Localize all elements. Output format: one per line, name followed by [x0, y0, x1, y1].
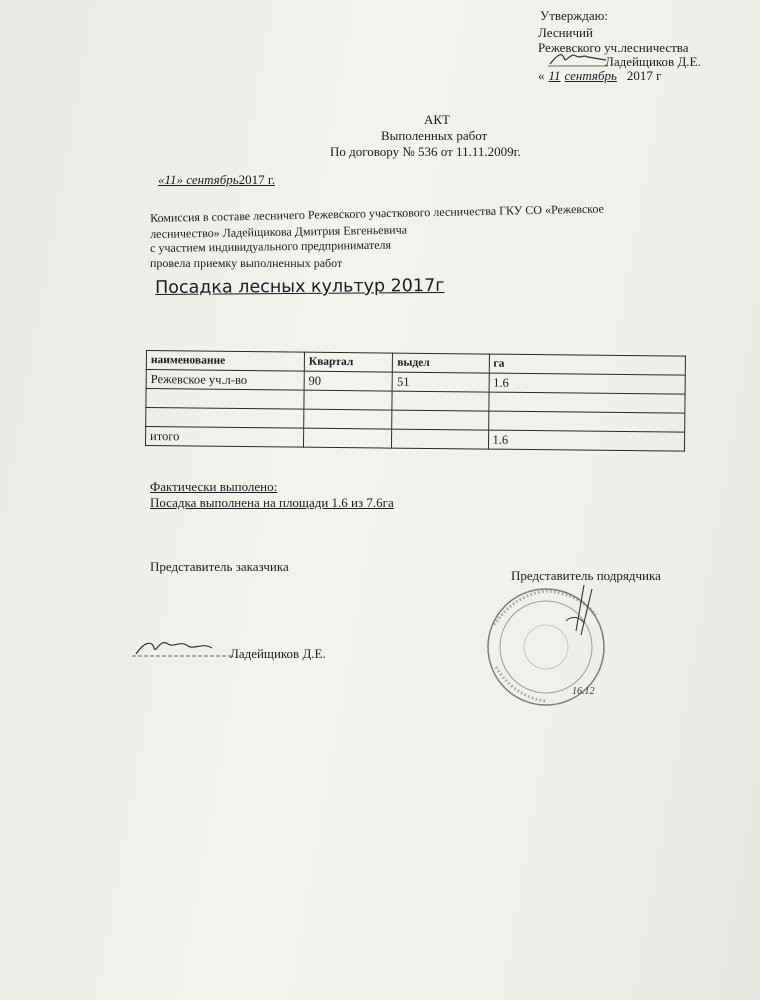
table-header-cell: га [489, 354, 686, 375]
table-cell [146, 389, 304, 410]
act-date-year: 2017 г. [238, 172, 276, 187]
approval-line-1: Утверждаю: [540, 8, 608, 23]
act-title: АКТ [424, 112, 450, 127]
act-date [158, 172, 275, 188]
table-total-label: итого [145, 427, 303, 448]
table-header-cell: наименование [146, 351, 304, 372]
work-title: Посадка лесных культур 2017г [155, 275, 445, 298]
table-cell: Режевское уч.л-во [146, 370, 304, 391]
table-cell [488, 392, 685, 413]
contractor-label: Представитель подрядчика [511, 568, 661, 583]
participation-line: с участием индивидуального предпринимателя [150, 237, 392, 255]
approval-date-month: сентябрь [564, 68, 617, 83]
approval-signature [548, 48, 608, 70]
approval-date [538, 68, 662, 84]
commission-line-2: лесничество» Ладейщикова Дмитрия Евгеньевича [150, 222, 408, 241]
acceptance-line: провела приемку выполненных работ [150, 256, 343, 270]
approval-line-3: Режевского уч.лесничества [538, 40, 689, 55]
table-cell: 1.6 [489, 373, 686, 394]
table-cell: 51 [392, 372, 488, 392]
table-cell [304, 409, 393, 429]
table-total-value: 1.6 [488, 430, 685, 451]
approval-date-quote: « [538, 68, 545, 83]
customer-label: Представитель заказчика [150, 559, 289, 574]
approval-date-year: 2017 г [626, 68, 662, 83]
act-date-day-month: «11» сентябрь [158, 172, 239, 187]
table-cell [392, 410, 488, 430]
table-header-cell: выдел [393, 353, 489, 373]
act-contract: По договору № 536 от 11.11.2009г. [330, 144, 521, 159]
customer-name: Ладейщиков Д.Е. [230, 646, 326, 661]
table-cell [488, 411, 685, 432]
table-cell [303, 428, 392, 448]
table-cell [304, 390, 393, 410]
commission-line-1: Комиссия в составе лесничего Режевского участкового лесничества ГКУ СО «Режевское [150, 201, 605, 225]
customer-signature [132, 634, 232, 662]
act-subtitle: Выполенных работ [381, 128, 488, 143]
works-table [145, 350, 686, 452]
approval-line-2: Лесничий [538, 25, 593, 40]
table-cell [392, 429, 488, 449]
approval-date-day: 11 [548, 68, 561, 83]
table-cell [392, 391, 488, 411]
table-cell [146, 408, 304, 429]
table-header-cell: Квартал [304, 352, 393, 372]
approval-signer: Ладейщиков Д.Е. [605, 54, 701, 69]
result-heading: Фактически выполено: [150, 479, 278, 494]
table-cell: 90 [304, 371, 393, 391]
stamp-date: 16.12 [572, 686, 595, 697]
result-text: Посадка выполнена на площади 1.6 из 7.6га [150, 495, 394, 510]
